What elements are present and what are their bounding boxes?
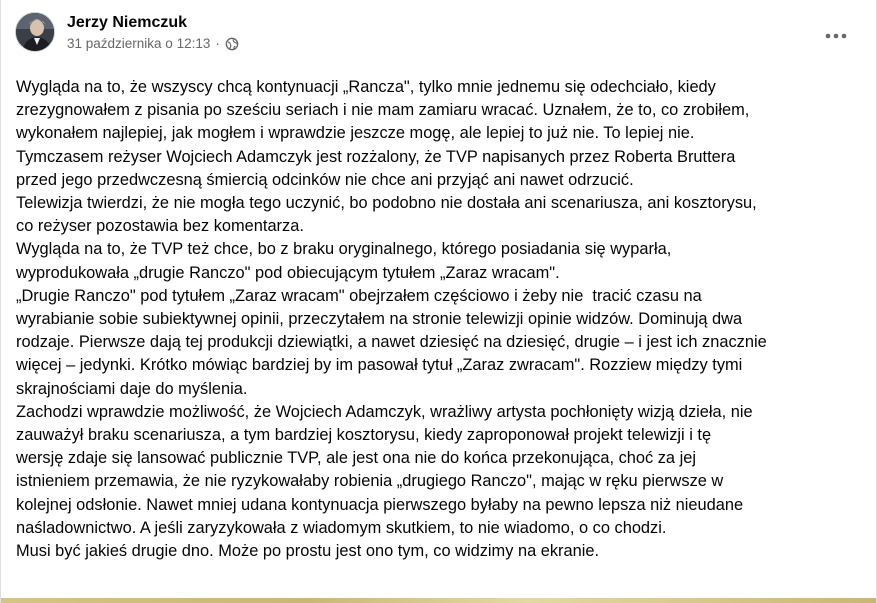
- avatar[interactable]: [15, 12, 55, 52]
- post-text-line: zrezygnowałem z pisania po sześciu seriach i nie mam zamiaru wracać. Uznałem, że to, co zrobiłem,: [16, 101, 750, 120]
- post-text-line: skrajnościami daje do myślenia.: [16, 379, 248, 398]
- post-header: [15, 12, 239, 52]
- post-text-line: przed jego przedwczesną śmiercią odcinków nie chce ani przyjąć ani nawet odrzucić.: [16, 170, 634, 189]
- globe-icon[interactable]: [225, 37, 239, 51]
- post-text-line: wersję zdaje się lansować publicznie TVP, ale jest ona nie do końca przekonująca, choć za jej: [16, 449, 697, 468]
- post-text-line: zauważył braku scenariusza, a tym bardziej kosztorysu, kiedy zaproponował projekt telewizji i tę: [16, 426, 712, 445]
- post-text-line: naśladownictwo. A jeśli zaryzykowała z wiadomym skutkiem, to nie wiadomo, o co chodzi.: [16, 518, 667, 537]
- post-text-line: wykonałem najlepiej, jak mogłem i wprawdzie jeszcze mogę, ale lepiej to już nie. To lepiej nie.: [16, 124, 695, 143]
- post-text-line: kolejnej odsłonie. Nawet mniej udana kontynuacja pierwszego byłaby na pewno lepsza niż nieudane: [16, 495, 744, 514]
- separator-dot: ·: [215, 35, 220, 51]
- post-text-line: Wygląda na to, że wszyscy chcą kontynuacji „Rancza", tylko mnie jednemu się odechciało, kiedy: [16, 78, 716, 96]
- post-text-line: rodzaje. Pierwsze dają tej produkcji dziewiątki, a nawet dziesięć na dziesięć, drugie – i jest ich znacznie: [16, 333, 767, 352]
- post-text-line: wyrabianie sobie subiektywnej opinii, przeczytałem na stronie telewizji opinie widzów. Dominują dwa: [16, 310, 743, 329]
- post-text-line: co reżyser pozostawia bez komentarza.: [16, 217, 304, 236]
- more-options-icon[interactable]: [818, 22, 854, 50]
- post-text-line: Telewizja twierdzi, że nie mogła tego uczynić, bo podobno nie dostała ani scenariusza, ani kosztorysu,: [16, 194, 757, 213]
- post-text-line: istnieniem przemawia, że nie ryzykowałaby robienia „drugiego Ranczo", mając w ręku pierwsze w: [16, 472, 724, 491]
- post-text-line: Zachodzi wprawdzie możliwość, że Wojciech Adamczyk, wrażliwy artysta pochłonięty wizją dzieła, nie: [16, 402, 753, 421]
- post-meta: [67, 13, 239, 52]
- post-text-line: „Drugie Ranczo" pod tytułem „Zaraz wracam" obejrzałem częściowo i żeby nie tracić czasu na: [16, 286, 702, 305]
- post-text-line: Musi być jakieś drugie dno. Może po prostu jest ono tym, co widzimy na ekranie.: [16, 542, 600, 561]
- avatar-photo: [16, 13, 55, 52]
- post-subline: [67, 36, 239, 52]
- author-name[interactable]: Jerzy Niemczuk: [67, 13, 188, 31]
- post-text-line: Tymczasem reżyser Wojciech Adamczyk jest rozżalony, że TVP napisanych przez Roberta Bruttera: [16, 147, 736, 166]
- post-text-line: Wygląda na to, że TVP też chce, bo z braku oryginalnego, którego posiadania się wyparła,: [16, 240, 672, 259]
- post-text: [16, 76, 850, 563]
- post-timestamp[interactable]: 31 października o 12:13: [67, 35, 211, 51]
- post-text-line: więcej – jedynki. Krótko mówiąc bardziej by im pasował tytuł „Zaraz zwracam". Rozziew między tymi: [16, 356, 743, 375]
- attached-media-edge[interactable]: [1, 598, 876, 603]
- post-text-line: wyprodukowała „drugie Ranczo" pod obiecującym tytułem „Zaraz wracam".: [16, 263, 560, 282]
